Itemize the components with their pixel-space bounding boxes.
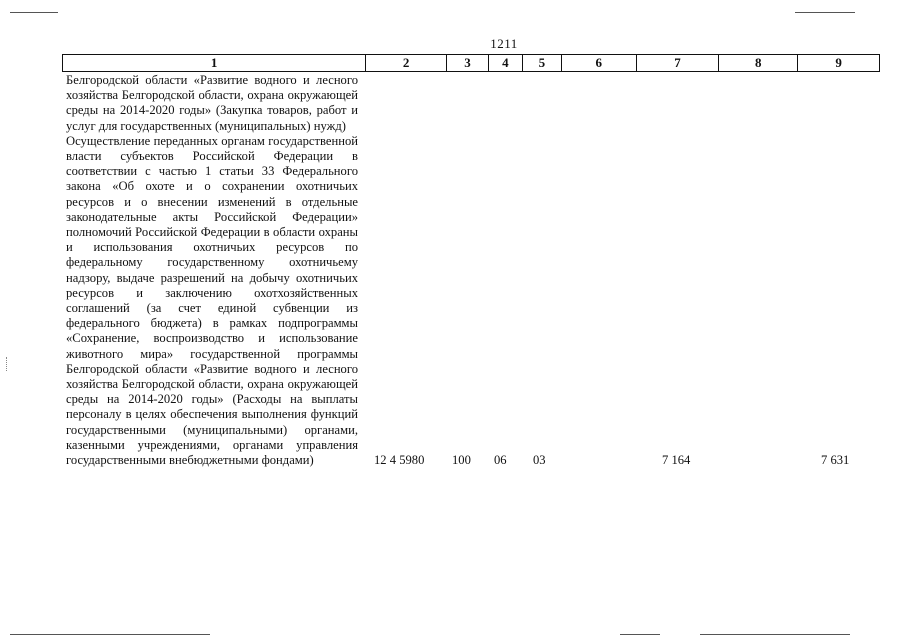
column-header-7: 7	[637, 55, 720, 71]
row-values	[66, 453, 880, 468]
row-description	[66, 73, 358, 134]
row-description	[66, 134, 358, 468]
cell-expense-type: 100	[452, 453, 471, 468]
column-header-8: 8	[719, 55, 798, 71]
margin-mark	[6, 357, 9, 371]
cell-subsection: 03	[533, 453, 546, 468]
column-header-6: 6	[562, 55, 637, 71]
column-header-4: 4	[489, 55, 523, 71]
column-header-5: 5	[523, 55, 562, 71]
scan-edge-bottom-mid	[620, 634, 660, 635]
cell-section: 06	[494, 453, 507, 468]
table-row	[66, 73, 880, 134]
table-body	[66, 73, 880, 468]
scan-edge-bottom-left	[10, 634, 210, 635]
column-header-3: 3	[447, 55, 489, 71]
table-row	[66, 134, 880, 468]
row-description-text: Осуществление переданных органам государственной власти субъектов Российской Федерации в соответствии с частью 1 статьи 33 Федерального закона «Об охоте и о сохранении охотничьих ресурсов и о внесении изменений в отдельные законодательные акты Российской Федерации» полномочий Российской Федерации в области охраны и использования охотничьих ресурсов по федеральному государственному охотничьему надзору, выдаче разрешений на добычу охотничьих ресурсов и заключению охотхозяйственных соглашений (за счет единой субвенции из федерального бюджета) в рамках подпрограммы «Сохранение, воспроизводство и использование животного мира» государственной программы Белгородской области «Развитие водного и лесного хозяйства Белгородской области, охрана окружающей среды на 2014-2020 годы» (Расходы на выплаты персоналу в целях обеспечения выполнения функций государственными (муниципальными) органами, казенными учреждениями, органами управления государственными внебюджетными фондами)	[66, 133, 358, 468]
cell-amount-col9: 7 631	[821, 453, 850, 468]
cell-target-article: 12 4 5980	[374, 453, 425, 468]
scan-edge-top-right	[795, 12, 855, 13]
scan-edge-bottom-right	[700, 634, 850, 635]
column-header-1: 1	[63, 55, 366, 71]
table-header-row	[62, 54, 880, 72]
cell-amount-col7: 7 164	[662, 453, 691, 468]
column-header-9: 9	[835, 55, 842, 70]
page-number: 1211	[490, 36, 518, 51]
scan-edge-top-left	[10, 12, 58, 13]
row-description-text: Белгородской области «Развитие водного и лесного хозяйства Белгородской области, охрана окружающей среды на 2014-2020 годы» (Закупка товаров, работ и услуг для государственных (муниципальных) нужд)	[66, 73, 358, 133]
column-header-2: 2	[366, 55, 447, 71]
